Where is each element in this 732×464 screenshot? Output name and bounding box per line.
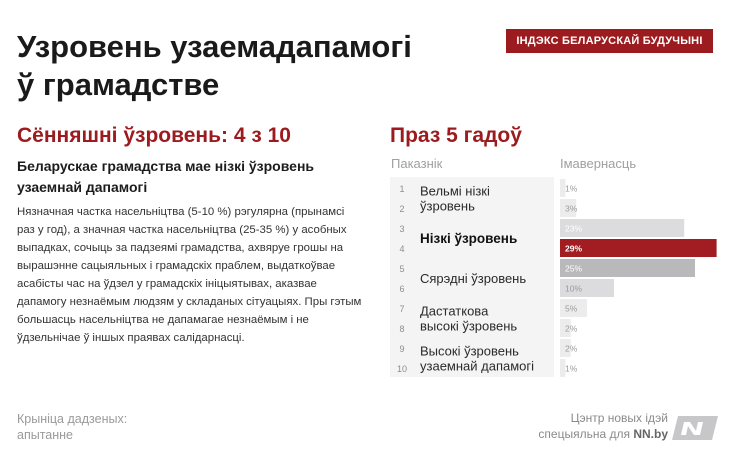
source-label: Крыніца дадзеных: xyxy=(17,412,128,426)
value-label-level-5: 25% xyxy=(565,263,583,274)
level-number-2: 2 xyxy=(399,204,405,214)
value-label-level-7: 5% xyxy=(565,303,578,314)
nn-logo-icon xyxy=(672,412,720,444)
current-level-heading: Сённяшні ўзровень: 4 з 10 xyxy=(17,124,291,147)
category-label-4-line-2: высокі ўзровень xyxy=(420,318,518,334)
bars-layer xyxy=(560,179,717,377)
credit-line-1: Цэнтр новых ідэй xyxy=(570,411,668,425)
category-label-5-line-1: Высокі ўзровень xyxy=(420,343,519,359)
value-label-level-8: 2% xyxy=(565,323,578,334)
title-line-1: Узровень узаемадапамогі xyxy=(17,29,412,64)
value-label-level-6: 10% xyxy=(565,283,583,294)
level-number-6: 6 xyxy=(399,284,405,294)
title-line-2: ў грамадстве xyxy=(17,67,220,102)
value-label-level-10: 1% xyxy=(565,363,578,374)
value-label-level-2: 3% xyxy=(565,203,578,214)
value-label-level-3: 23% xyxy=(565,223,583,234)
current-subheading: Беларускае грамадства мае нізкі ўзровень узаемнай дапамогі xyxy=(17,158,315,195)
indicator-column-header: Паказнік xyxy=(391,156,443,171)
category-label-3-line-1: Сярэдні ўзровень xyxy=(420,271,527,286)
credit-prefix: спецыяльна для xyxy=(538,427,634,441)
level-number-1: 1 xyxy=(399,184,405,194)
index-badge: ІНДЭКС БЕЛАРУСКАЙ БУДУЧЫНІ xyxy=(506,29,713,53)
value-label-level-1: 1% xyxy=(565,183,578,194)
level-number-4: 4 xyxy=(399,244,405,254)
future-heading: Праз 5 гадоў xyxy=(390,124,522,147)
credit-line-2 xyxy=(538,427,668,441)
category-label-4-line-1: Дастаткова xyxy=(420,303,489,319)
level-number-9: 9 xyxy=(399,344,405,354)
level-number-5: 5 xyxy=(399,264,405,274)
value-label-level-9: 2% xyxy=(565,343,578,354)
credit-brand: NN.by xyxy=(633,427,668,441)
source-value: апытанне xyxy=(17,428,73,442)
page-title xyxy=(17,28,487,104)
probability-column-header: Імавернасць xyxy=(560,156,637,171)
probability-chart xyxy=(390,150,732,390)
value-label-level-4: 29% xyxy=(565,243,583,254)
category-label-5-line-2: узаемнай дапамогі xyxy=(420,358,535,374)
level-number-10: 10 xyxy=(396,364,408,374)
level-number-3: 3 xyxy=(399,224,405,234)
category-label-1-line-1: Вельмі нізкі xyxy=(420,183,490,199)
level-number-7: 7 xyxy=(399,304,405,314)
category-label-2-line-1: Нізкі ўзровень xyxy=(420,231,518,246)
level-number-8: 8 xyxy=(399,324,405,334)
current-description: Нязначная частка насельніцтва (5-10 %) рэгулярна (прынамсі раз у год), а значная частка насельніцтва (25-35 %) у асобных выпадках, сочыць за падзеямі грамадства, ахвяруе грошы на вырашэнне сацыяльных і грамадскіх праблем, выдаткоўвае асабісты час на ўдзел у грамадскіх ініцыятывах, аказвае дапамогу незнаёмым людзям у складаных сітуацыях. Пры гэтым большасць насельніцтва не дапамагае незнаёмым і не ўдзельнічае ў іншых праявах салідарнасці. xyxy=(17,206,362,344)
bar-level-4 xyxy=(560,239,717,257)
category-label-1-line-2: ўзровень xyxy=(420,198,475,214)
